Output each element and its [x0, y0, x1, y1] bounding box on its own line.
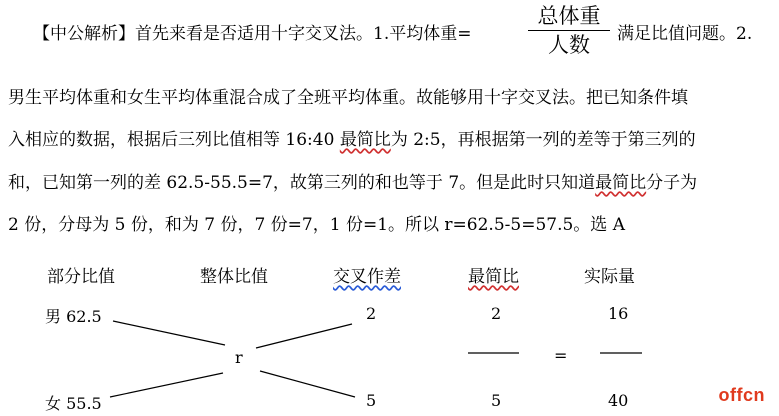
cross-line-upper-right [256, 324, 352, 348]
fraction-denominator: 人数 [548, 33, 590, 57]
male-actual: 16 [608, 304, 629, 323]
header-cross-diff: 交叉作差 [333, 267, 401, 287]
line-2: 男生平均体重和女生平均体重混合成了全班平均体重。故能够用十字交叉法。把已知条件填 [8, 88, 688, 108]
center-r: r [235, 348, 243, 367]
male-simplest: 2 [491, 304, 502, 323]
line-3-part-c: 为 2:5，再根据第一列的差等于第三列的 [390, 130, 696, 150]
cross-line-lower-right [260, 371, 355, 397]
line-3-part-a: 入相应的数据，根据后三列比值相等 16:40 [8, 130, 340, 150]
header-actual-amount: 实际量 [584, 267, 635, 287]
offcn-watermark-logo: offcn [718, 385, 765, 405]
fraction-numerator: 总体重 [537, 4, 601, 28]
header-simplest-ratio: 最简比 [468, 267, 519, 287]
line-1a: 【中公解析】首先来看是否适用十字交叉法。1.平均体重= [33, 24, 472, 44]
female-actual: 40 [608, 391, 629, 410]
female-simplest: 5 [491, 391, 502, 410]
female-label: 女 55.5 [45, 394, 102, 413]
cross-line-upper-left [113, 321, 225, 345]
male-diff: 2 [366, 304, 377, 323]
line-5: 2 份，分母为 5 份，和为 7 份，7 份=7，1 份=1。所以 r=62.5-5=57.5。选 A [8, 215, 625, 235]
male-label: 男 62.5 [45, 307, 102, 326]
female-diff: 5 [366, 391, 377, 410]
header-overall-ratio: 整体比值 [200, 267, 268, 287]
line-3-highlight: 最简比 [339, 130, 391, 150]
cross-line-lower-left [110, 373, 223, 397]
line-4-part-a: 和，已知第一列的差 62.5-55.5=7，故第三列的和也等于 7。但是此时只知道 [8, 173, 596, 193]
line-4-part-c: 分子为 [646, 173, 698, 193]
line-4-highlight: 最简比 [595, 173, 647, 193]
line-1b: 满足比值问题。2. [617, 24, 753, 44]
header-partial-ratio: 部分比值 [47, 267, 115, 287]
equals-sign: = [554, 346, 568, 365]
